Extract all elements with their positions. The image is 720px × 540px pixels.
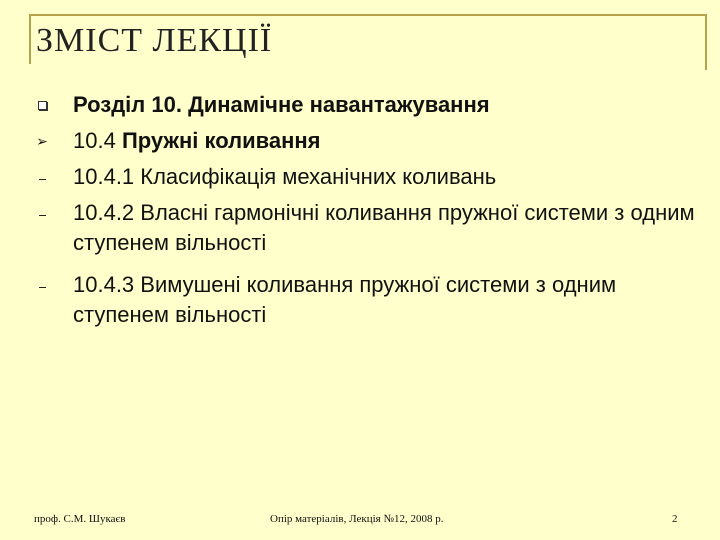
frame-right-line <box>705 14 707 70</box>
list-item-text: 10.4.1 Класифікація механічних коливань <box>73 164 497 189</box>
dash-bullet-icon <box>34 169 50 189</box>
list-item-text: 10.4.3 Вимушені коливання пружної системи з одним ступенем вільності <box>73 272 617 327</box>
slide-title: ЗМІСТ ЛЕКЦІЇ <box>36 22 273 59</box>
dash-bullet-icon <box>34 277 50 297</box>
square-bullet-icon <box>34 95 50 115</box>
footer-author: проф. С.М. Шукаєв <box>34 513 126 525</box>
list-item-prefix: 10.4 <box>73 128 122 153</box>
footer-page-number: 2 <box>672 513 678 525</box>
arrow-bullet-icon: ➢ <box>36 133 48 149</box>
dash-bullet-icon <box>34 205 50 225</box>
list-item-text <box>73 126 703 156</box>
frame-left-line <box>29 14 31 64</box>
frame-top-line <box>30 14 706 16</box>
list-item-text: Розділ 10. Динамічне навантажування <box>73 92 490 117</box>
list-item-emphasis: Пружні коливання <box>121 128 321 153</box>
footer-course: Опір матеріалів, Лекція №12, 2008 р. <box>270 513 444 525</box>
list-item-text: 10.4.2 Власні гармонічні коливання пружної системи з одним ступенем вільності <box>73 200 695 255</box>
